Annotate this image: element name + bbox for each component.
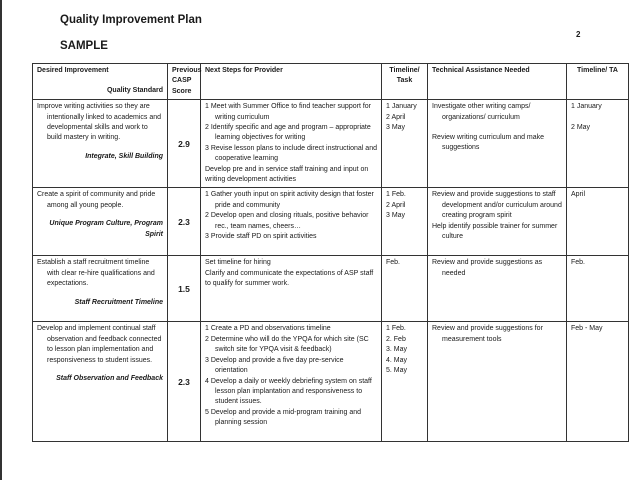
- page-edge: [0, 0, 2, 480]
- quality-standard-text: Staff Recruitment Timeline: [74, 298, 163, 306]
- timeline-task-cell: [382, 322, 428, 442]
- desired-improvement-text: Improve writing activities so they are intentionally linked to academics and developmental skills and work to build mastery in writing.: [37, 103, 162, 142]
- header-quality-standard-label: Quality Standard: [106, 87, 163, 95]
- timeline-ta-cell: [567, 100, 629, 188]
- desired-improvement-text: Develop and implement continual staff observation and feedback connected to lesson plan implementation and responsiveness to student issues.: [37, 325, 162, 364]
- quality-improvement-table: [32, 63, 629, 442]
- timeline-ta-item: April: [571, 191, 586, 199]
- timeline-task-item: 3. May: [386, 346, 408, 354]
- next-step-item: 1 Gather youth input on spirit activity design that foster pride and community: [205, 191, 374, 209]
- technical-assistance-item: Review and provide suggestions as needed: [432, 259, 543, 277]
- timeline-task-item: 3 May: [386, 212, 406, 220]
- table-row: [33, 100, 629, 188]
- timeline-task-cell: [382, 188, 428, 256]
- header-timeline-ta: Timeline/ TA: [567, 64, 629, 100]
- desired-improvement-cell: [33, 100, 168, 188]
- next-step-item: 2 Develop open and closing rituals, positive behavior rec., team names, cheers…: [205, 212, 369, 230]
- table-row: [33, 188, 629, 256]
- next-step-item: Clarify and communicate the expectations of ASP staff to qualify for summer work.: [205, 269, 374, 288]
- quality-standard-text: Staff Observation and Feedback: [56, 375, 163, 383]
- next-step-item: 3 Develop and provide a five day pre-service orientation: [205, 356, 344, 375]
- technical-assistance-cell: [428, 322, 567, 442]
- page-number: 2: [576, 30, 581, 39]
- next-steps-cell: [201, 256, 382, 322]
- desired-improvement-text: Create a spirit of community and pride among all young people.: [37, 191, 156, 209]
- timeline-task-item: 2. Feb: [386, 335, 406, 343]
- casp-score-cell: 2.3: [168, 322, 201, 442]
- quality-standard-text: Integrate, Skill Building: [85, 152, 163, 160]
- header-previous-casp-score: Previous CASP Score: [168, 64, 201, 100]
- header-desired-improvement: [33, 64, 168, 100]
- document-subtitle: SAMPLE: [60, 40, 108, 52]
- desired-improvement-cell: [33, 188, 168, 256]
- timeline-task-item: 2 April: [386, 113, 406, 121]
- header-next-steps: Next Steps for Provider: [201, 64, 382, 100]
- header-technical-assistance: Technical Assistance Needed: [428, 64, 567, 100]
- desired-improvement-cell: [33, 322, 168, 442]
- desired-improvement-cell: [33, 256, 168, 322]
- desired-improvement-text: Establish a staff recruitment timeline with clear re-hire qualifications and expectations.: [37, 259, 155, 288]
- timeline-ta-item: Feb - May: [571, 325, 603, 333]
- header-desired-improvement-label: Desired Improvement: [37, 67, 109, 74]
- timeline-task-item: 3 May: [386, 124, 406, 132]
- next-step-item: 1 Meet with Summer Office to find teacher support for writing curriculum: [205, 103, 372, 121]
- table-header-row: [33, 64, 629, 100]
- technical-assistance-item: Review and provide suggestions for measurement tools: [432, 325, 543, 343]
- timeline-task-cell: [382, 100, 428, 188]
- next-step-item: 3 Provide staff PD on spirit activities: [205, 233, 317, 241]
- next-step-item: 3 Revise lesson plans to include direct instructional and cooperative learning: [205, 144, 377, 163]
- timeline-ta-cell: [567, 322, 629, 442]
- timeline-task-item: 1 January: [386, 103, 417, 111]
- timeline-task-item: Feb.: [386, 259, 401, 267]
- timeline-task-item: 2 April: [386, 201, 406, 209]
- next-steps-cell: [201, 188, 382, 256]
- next-steps-cell: [201, 322, 382, 442]
- technical-assistance-cell: [428, 256, 567, 322]
- casp-score-cell: 1.5: [168, 256, 201, 322]
- casp-score-cell: 2.3: [168, 188, 201, 256]
- next-step-item: Set timeline for hiring: [205, 259, 271, 267]
- timeline-task-item: 5. May: [386, 367, 408, 375]
- casp-score-cell: 2.9: [168, 100, 201, 188]
- timeline-ta-item: Feb.: [571, 259, 586, 267]
- timeline-ta-cell: [567, 188, 629, 256]
- technical-assistance-item: Help identify possible trainer for summer culture: [432, 222, 558, 241]
- technical-assistance-item: Review and provide suggestions to staff development and/or curriculum around creating program spirit: [432, 191, 562, 220]
- next-step-item: 1 Create a PD and observations timeline: [205, 325, 331, 333]
- next-step-item: Develop pre and in service staff training and input on writing development activities: [205, 165, 369, 184]
- document-title: Quality Improvement Plan: [60, 14, 202, 26]
- technical-assistance-item: Review writing curriculum and make suggestions: [432, 134, 545, 152]
- header-timeline-task: Timeline/ Task: [382, 64, 428, 100]
- table-row: [33, 256, 629, 322]
- next-steps-cell: [201, 100, 382, 188]
- next-step-item: 5 Develop and provide a mid-program training and planning session: [205, 408, 362, 427]
- timeline-ta-item: 2 May: [571, 123, 591, 131]
- timeline-task-item: 1 Feb.: [386, 191, 406, 199]
- timeline-ta-cell: [567, 256, 629, 322]
- next-step-item: 2 Identify specific and age and program – appropriate learning objectives for writing: [205, 124, 371, 142]
- timeline-task-item: 1 Feb.: [386, 325, 406, 333]
- technical-assistance-cell: [428, 100, 567, 188]
- technical-assistance-cell: [428, 188, 567, 256]
- next-step-item: 4 Develop a daily or weekly debriefing system on staff lesson plan implantation and responsiveness to student issues.: [205, 377, 372, 406]
- timeline-ta-item: 1 January: [571, 103, 602, 111]
- timeline-task-cell: [382, 256, 428, 322]
- next-step-item: 2 Determine who will do the YPQA for which site (SC switch site for YPQA visit & feedback): [205, 335, 369, 354]
- quality-standard-text: Unique Program Culture, Program Spirit: [49, 220, 163, 238]
- table-row: [33, 322, 629, 442]
- timeline-task-item: 4. May: [386, 356, 408, 364]
- technical-assistance-item: Investigate other writing camps/ organizations/ curriculum: [432, 103, 531, 121]
